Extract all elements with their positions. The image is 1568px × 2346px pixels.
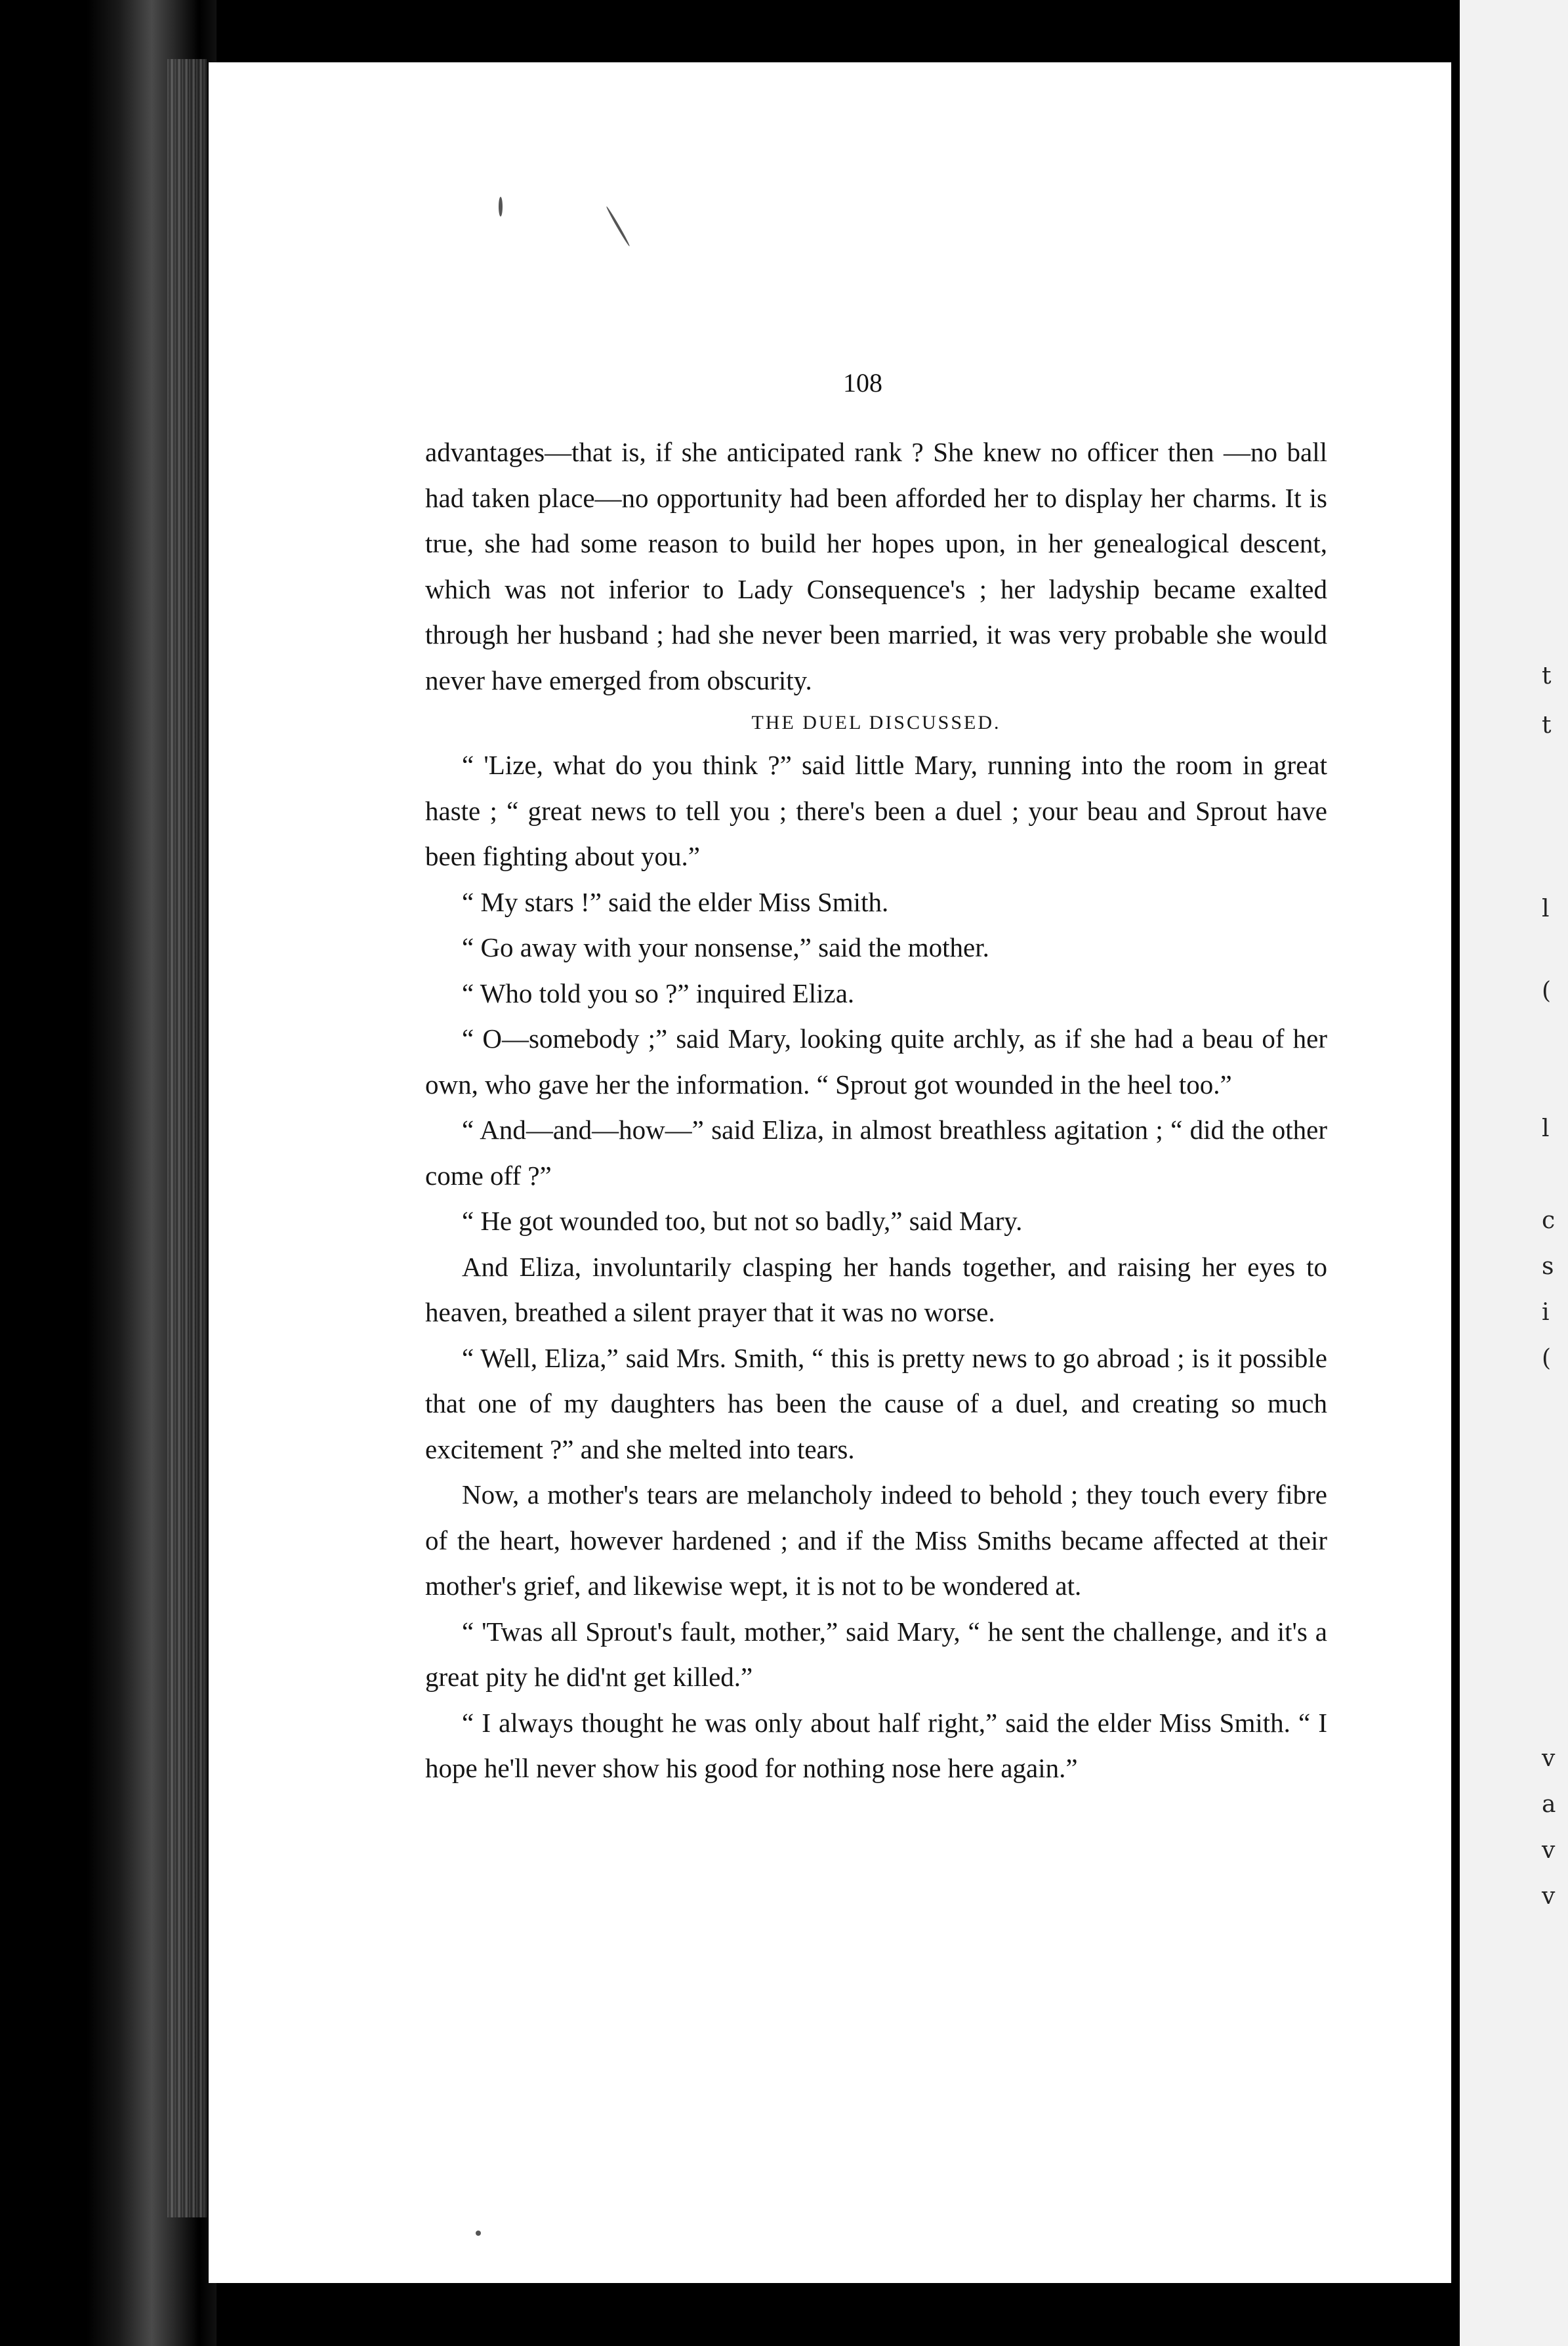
paragraph: “ Well, Eliza,” said Mrs. Smith, “ this is pretty news to go abroad ; is it possible that one of my daughters has been the cause of a duel, and creating so much excitement ?” and she melted into tears. <box>425 1342 1327 1464</box>
paragraph: “ I always thought he was only about half right,” said the elder Miss Smith. “ I hope he'll never show his good for nothing nose here again.” <box>425 1707 1327 1783</box>
facing-fragment: ( <box>1542 1345 1552 1372</box>
gutter-shadow <box>1451 39 1460 2296</box>
paragraph: “ 'Twas all Sprout's fault, mother,” said Mary, “ he sent the challenge, and it's a great pity he did'nt get killed.” <box>425 1616 1327 1692</box>
paragraph: “ And—and—how—” said Eliza, in almost breathless agitation ; “ did the other come off ?” <box>425 1115 1327 1191</box>
facing-fragment: t <box>1542 712 1552 739</box>
facing-fragment: v <box>1542 1883 1556 1910</box>
facing-fragment: a <box>1542 1791 1556 1818</box>
scan-speck <box>499 197 503 216</box>
page-number: 108 <box>843 368 882 398</box>
facing-fragment: i <box>1542 1299 1550 1326</box>
facing-fragment: c <box>1542 1207 1556 1234</box>
facing-fragment: t <box>1542 663 1552 689</box>
scan-speck <box>476 2231 481 2236</box>
paragraph: “ My stars !” said the elder Miss Smith. <box>462 886 889 917</box>
section-heading: THE DUEL DISCUSSED. <box>751 712 1001 733</box>
paragraph: “ 'Lize, what do you think ?” said little Mary, running into the room in great haste ; “ great news to tell you ; there's been a duel ; your beau and Sprout have been fighting about you.” <box>425 750 1327 871</box>
paragraph: advantages—that is, if she anticipated rank ? She knew no officer then —no ball had taken place—no opportunity had been afforded her to display her charms. It is true, she had some reason to build her hopes upon, in her genealogical descent, which was not inferior to Lady Consequence's ; her ladyship became exalted through her husband ; had she never been married, it was very probable she would never have emerged from obscurity. <box>425 437 1327 695</box>
facing-fragment: v <box>1542 1837 1556 1864</box>
paragraph: “ Go away with your nonsense,” said the mother. <box>462 932 989 962</box>
facing-fragment: s <box>1542 1253 1554 1280</box>
page-edges <box>167 59 207 2217</box>
paragraph: “ Who told you so ?” inquired Eliza. <box>462 978 855 1008</box>
paragraph: “ He got wounded too, but not so badly,” said Mary. <box>462 1206 1023 1236</box>
paragraph: Now, a mother's tears are melancholy indeed to behold ; they touch every fibre of the heart, however hardened ; and if the Miss Smiths became affected at their mother's grief, and likewise wept, it is not to be wondered at. <box>425 1479 1327 1601</box>
body-text <box>425 430 1327 1792</box>
paragraph: “ O—somebody ;” said Mary, looking quite archly, as if she had a beau of her own, who gave her the information. “ Sprout got wounded in the heel too.” <box>425 1023 1327 1100</box>
facing-fragment: l <box>1542 895 1550 922</box>
facing-fragment: ( <box>1542 978 1552 1004</box>
facing-page-text-fragments <box>1542 0 1568 2346</box>
facing-fragment: l <box>1542 1115 1550 1142</box>
facing-fragment: v <box>1542 1745 1556 1772</box>
paragraph: And Eliza, involuntarily clasping her hands together, and raising her eyes to heaven, breathed a silent prayer that it was no worse. <box>425 1251 1327 1327</box>
